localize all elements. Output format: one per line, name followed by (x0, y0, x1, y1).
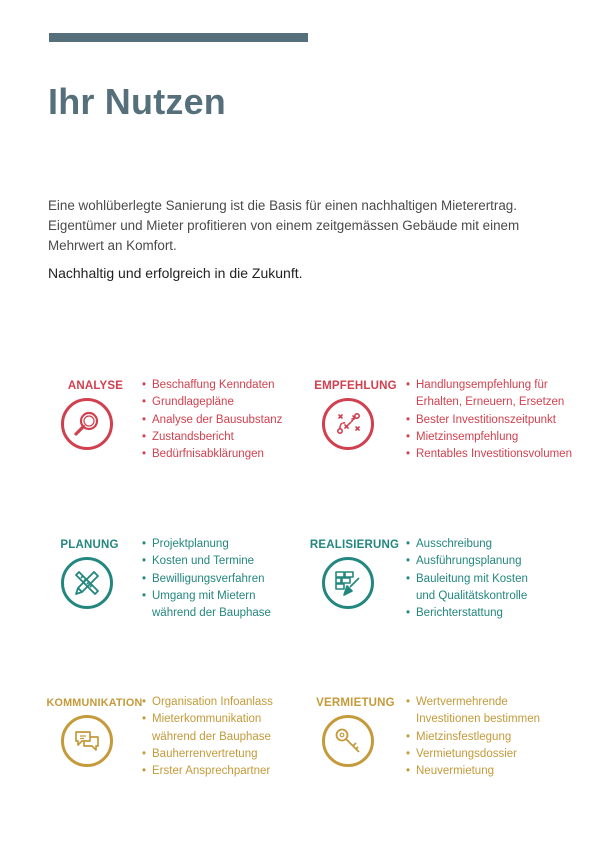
list-item: • Organisation Infoanlass (142, 694, 273, 711)
list-item: • Bewilligungsverfahren (142, 571, 271, 588)
section-label: PLANUNG (60, 539, 119, 551)
section-empfehlung (308, 380, 598, 490)
list-item: • Bester Investitionszeitpunkt (406, 412, 572, 429)
list-item: Erhalten, Erneuern, Ersetzen (416, 396, 565, 409)
list-item: • Mieterkommunikation (142, 711, 273, 728)
section-vermietung (308, 697, 598, 807)
list-item: • Projektplanung (142, 536, 271, 553)
section-items (406, 377, 572, 463)
list-item: • Berichterstattung (406, 605, 528, 622)
section-realisierung (308, 539, 598, 649)
top-accent-bar (49, 33, 308, 42)
list-item: • Umgang mit Mietern (142, 588, 271, 605)
list-item: • Beschaffung Kenndaten (142, 377, 282, 394)
list-item: • Wertvermehrende (406, 694, 540, 711)
list-item: • Mietzinsfestlegung (406, 729, 540, 746)
tagline: Nachhaltig und erfolgreich in die Zukunft. (48, 265, 303, 281)
list-item: • Rentables Investitionsvolumen (406, 446, 572, 463)
list-item: • Ausschreibung (406, 536, 528, 553)
section-items (142, 694, 273, 780)
section-label: REALISIERUNG (309, 539, 400, 551)
key-icon (322, 715, 374, 767)
section-label: KOMMUNIKATION (46, 697, 143, 709)
section-analyse (48, 380, 338, 490)
section-items (142, 536, 271, 622)
pencil-ruler-icon (61, 557, 113, 609)
list-item: • Vermietungsdossier (406, 746, 540, 763)
list-item: während der Bauphase (152, 607, 271, 620)
list-item: Investitionen bestimmen (416, 713, 541, 726)
list-item: • Handlungsempfehlung für (406, 377, 572, 394)
list-item: • Bauherrenvertretung (142, 746, 273, 763)
list-item: und Qualitätskontrolle (416, 589, 528, 602)
section-label: ANALYSE (67, 380, 124, 392)
list-item: während der Bauphase (152, 730, 271, 743)
list-item: • Bedürfnisabklärungen (142, 446, 282, 463)
section-planung (48, 539, 338, 649)
list-item: • Mietzinsempfehlung (406, 429, 572, 446)
section-items (406, 694, 540, 780)
section-items (142, 377, 282, 463)
list-item: • Analyse der Bausubstanz (142, 412, 282, 429)
bricks-trowel-icon (322, 557, 374, 609)
list-item: • Erster Ansprechpartner (142, 763, 273, 780)
list-item: • Grundlagepläne (142, 394, 282, 411)
list-item: • Ausführungsplanung (406, 553, 528, 570)
intro-paragraph: Eine wohlüberlegte Sanierung ist die Basis für einen nachhaltigen Mieterertrag. Eigentümer und Mieter profitieren von einem zeitgemässen Gebäude mit einem Mehrwert an Komfort. (48, 198, 520, 253)
list-item: • Bauleitung mit Kosten (406, 571, 528, 588)
section-items (406, 536, 528, 622)
list-item: • Zustandsbericht (142, 429, 282, 446)
section-label: EMPFEHLUNG (314, 380, 397, 392)
strategy-icon (322, 398, 374, 450)
magnifier-icon (61, 398, 113, 450)
page-title: Ihr Nutzen (48, 81, 226, 122)
section-kommunikation (48, 697, 338, 807)
list-item: • Neuvermietung (406, 763, 540, 780)
chat-bubbles-icon (61, 715, 113, 767)
section-label: VERMIETUNG (316, 697, 395, 709)
list-item: • Kosten und Termine (142, 553, 271, 570)
